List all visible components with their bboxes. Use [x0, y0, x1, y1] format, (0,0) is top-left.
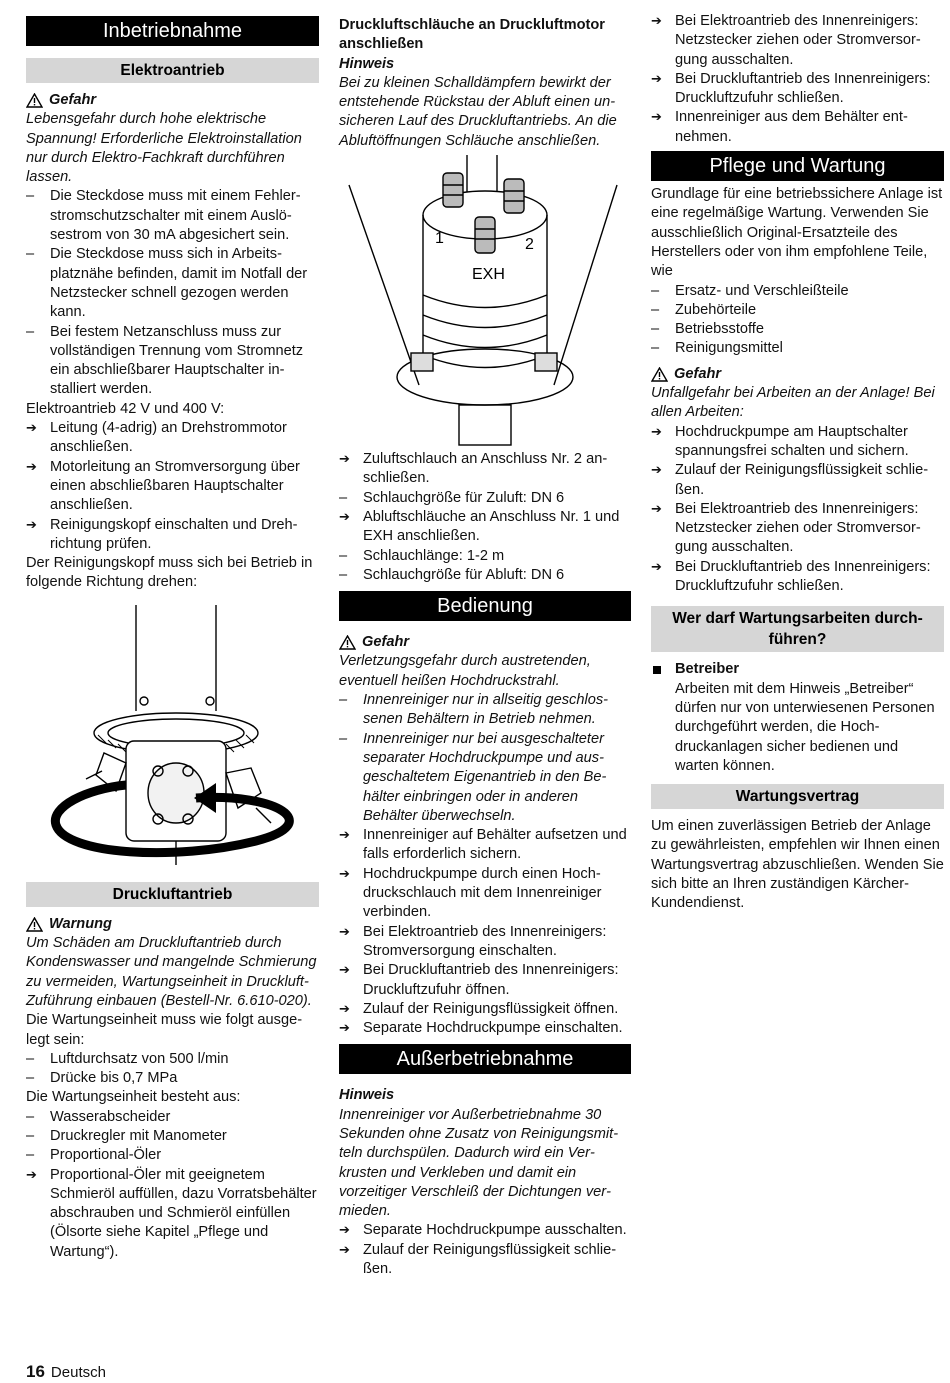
section-heading-pflege-wartung: Pflege und Wartung: [651, 151, 944, 181]
list-item: ➔ Bei Druckluftantrieb des Innenreinigers: Druckluftzufuhr schließen.: [651, 558, 944, 597]
list-item: ➔ Bei Elektroantrieb des Innenreinigers: Stromversorgung einschalten.: [339, 923, 631, 962]
list-item: ➔ Proportional-Öler mit geeignetem Schmieröl auffüllen, dazu Vorratsbehälter abschrauben und Schmieröl einfüllen (Ölsorte siehe Kapitel „Pflege und Wartung“).: [26, 1166, 319, 1262]
port-1-label: 1: [435, 230, 444, 248]
paragraph: Um einen zuverlässigen Betrieb der Anlage zu gewährleisten, empfehlen wir Ihnen einen Wartungsvertrag abzuschließen. Wenden Sie sich bitte an Ihren zuständigen Kärcher-Kundendienst.: [651, 818, 944, 912]
warning-triangle-icon: [26, 917, 43, 932]
list-item: ➔ Separate Hochdruckpumpe ausschalten.: [339, 1221, 631, 1240]
list-item: – Schlauchgröße für Zuluft: DN 6: [339, 489, 631, 508]
danger-notice: [26, 91, 319, 110]
subheading-schlaeuche: Druckluftschläuche an Druckluftmotor anschließen: [339, 17, 605, 53]
danger-notice: [651, 365, 944, 384]
list-item: – Bei festem Netzanschluss muss zur vollständigen Trennung vom Stromnetz ein abschließbarer Hauptschalter installiert werden.: [26, 323, 319, 400]
list-item: – Ersatz- und Verschleißteile: [651, 282, 944, 301]
port-2-label: 2: [525, 236, 534, 254]
subheading-wer-darf: Wer darf Wartungsarbeiten durchführen?: [651, 606, 944, 652]
warning-text: Um Schäden am Druckluftantrieb durch Kondenswasser und mangelnde Schmierung zu vermeiden, Wartungseinheit in Druckluft-Zuführung einbauen (Bestell-Nr. 6.610-020).: [26, 935, 317, 1009]
list-item: – Die Steckdose muss mit einem Fehlerstromschutzschalter mit einem Auslösestrom von 30 mA abgesichert sein.: [26, 187, 319, 245]
section-heading-bedienung: Bedienung: [339, 591, 631, 621]
column-3: [651, 12, 944, 914]
list-item: ➔ Bei Druckluftantrieb des Innenreinigers: Druckluftzufuhr schließen.: [651, 70, 944, 109]
list-item: ➔ Innenreiniger auf Behälter aufsetzen und falls erforderlich sichern.: [339, 826, 631, 865]
page-number: 16: [26, 1362, 45, 1381]
subheading-wartungsvertrag: Wartungsvertrag: [651, 784, 944, 809]
list-item: ➔ Bei Elektroantrieb des Innenreinigers: Netzstecker ziehen oder Stromversorgung ausschalten.: [651, 500, 944, 558]
list-item: – Zubehörteile: [651, 301, 944, 320]
list-item: – Schlauchgröße für Abluft: DN 6: [339, 566, 631, 585]
warning-triangle-icon: [26, 93, 43, 108]
column-1: [26, 16, 319, 1262]
language-label: Deutsch: [50, 1364, 106, 1381]
danger-text: Lebensgefahr durch hohe elektrische Spannung! Erforderliche Elektroinstallation nur durch Elektro-Fachkraft durchführen lassen.: [26, 111, 302, 186]
list-item: ➔ Zulauf der Reinigungsflüssigkeit schließen.: [651, 461, 944, 500]
list-item: – Die Steckdose muss sich in Arbeitsplatznähe befinden, damit im Notfall der Netzstecker schnell gezogen werden kann.: [26, 245, 319, 322]
list-item: ➔ Zulauf der Reinigungsflüssigkeit öffnen.: [339, 1000, 631, 1019]
column-2: [339, 16, 631, 1279]
square-bullet-icon: [651, 660, 671, 674]
danger-label: Gefahr: [362, 634, 410, 651]
list-item: ➔ Hochdruckpumpe am Hauptschalter spannungsfrei schalten und sichern.: [651, 423, 944, 462]
list-item: – Betriebsstoffe: [651, 320, 944, 339]
warning-triangle-icon: [651, 367, 668, 382]
list-item: ➔ Separate Hochdruckpumpe einschalten.: [339, 1019, 631, 1038]
port-exh-label: EXH: [472, 266, 505, 284]
note-label: Hinweis: [339, 1087, 395, 1104]
list-item: ➔ Motorleitung an Stromversorgung über einen abschließbaren Hauptschalter anschließen.: [26, 458, 319, 516]
list-item: ➔ Leitung (4-adrig) an Drehstrommotor anschließen.: [26, 419, 319, 458]
list-item: ➔ Bei Elektroantrieb des Innenreinigers: Netzstecker ziehen oder Stromversorgung ausschalten.: [651, 12, 944, 70]
list-item: – Schlauchlänge: 1-2 m: [339, 547, 631, 566]
danger-label: Gefahr: [674, 365, 722, 382]
section-heading-ausserbetriebnahme: Außerbetriebnahme: [339, 1044, 631, 1074]
list-item: ➔ Abluftschläuche an Anschluss Nr. 1 und EXH anschließen.: [339, 508, 631, 547]
list-item: – Druckregler mit Manometer: [26, 1127, 319, 1146]
danger-label: Gefahr: [49, 92, 97, 108]
warning-label: Warnung: [49, 915, 112, 932]
paragraph: Der Reinigungskopf muss sich bei Betrieb in folgende Richtung drehen:: [26, 555, 313, 591]
note-text: Innenreiniger vor Außerbetriebnahme 30 Sekunden ohne Zusatz von Reinigungsmitteln durchspülen. Dadurch wird ein Verkrusten und Verkleben und damit ein vorzeitiger Verschleiß der Dichtungen vermieden.: [339, 1106, 619, 1220]
paragraph: Elektroantrieb 42 V und 400 V:: [26, 400, 225, 417]
paragraph: Grundlage für eine betriebssichere Anlage ist eine regelmäßige Wartung. Verwenden Sie ausschließlich Original-Ersatzteile des Herstellers oder von ihm empfohlene Teile, wie: [651, 186, 943, 280]
list-item: ➔ Zuluftschlauch an Anschluss Nr. 2 anschließen.: [339, 450, 631, 489]
note-text: Bei zu kleinen Schalldämpfern bewirkt der entstehende Rückstau der Abluft einen unsicheren Lauf des Druckluftantriebs. An die Abluftöffnungen Schläuche anschließen.: [339, 74, 617, 149]
subheading-druckluftantrieb: Druckluftantrieb: [26, 882, 319, 907]
warning-notice: [26, 915, 319, 934]
danger-notice: [339, 633, 631, 652]
list-item: – Innenreiniger nur in allseitig geschlossenen Behältern in Betrieb nehmen.: [339, 691, 631, 730]
section-heading-inbetriebnahme: Inbetriebnahme: [26, 16, 319, 46]
list-item: – Reinigungsmittel: [651, 339, 944, 358]
paragraph: Arbeiten mit dem Hinweis „Betreiber“ dürfen nur von unterwiesenen Personen durchgeführt werden, die Hochdruckanlagen sicher bedienen und warten können.: [675, 680, 935, 774]
list-item: – Drücke bis 0,7 MPa: [26, 1069, 319, 1088]
list-item: ➔ Zulauf der Reinigungsflüssigkeit schließen.: [339, 1241, 631, 1280]
danger-text: Unfallgefahr bei Arbeiten an der Anlage! Bei allen Arbeiten:: [651, 385, 935, 421]
paragraph: Die Wartungseinheit besteht aus:: [26, 1089, 241, 1106]
subheading-elektroantrieb: Elektroantrieb: [26, 58, 319, 83]
air-motor-figure: [339, 155, 631, 450]
list-item: – Innenreiniger nur bei ausgeschalteter separater Hochdruckpumpe und ausgeschaltetem Eigenantrieb in den Behälter einbringen oder in anderen Behälter überwechseln.: [339, 730, 631, 826]
list-item: ➔ Innenreiniger aus dem Behälter entnehmen.: [651, 108, 944, 147]
note-label: Hinweis: [339, 55, 395, 72]
list-item: ➔ Hochdruckpumpe durch einen Hochdruckschlauch mit dem Innenreiniger verbinden.: [339, 865, 631, 923]
list-item: Betreiber: [651, 660, 944, 679]
list-item: ➔ Bei Druckluftantrieb des Innenreinigers: Druckluftzufuhr öffnen.: [339, 961, 631, 1000]
list-item: ➔ Reinigungskopf einschalten und Drehrichtung prüfen.: [26, 516, 319, 555]
rotation-direction-figure: [26, 593, 319, 878]
list-item: – Proportional-Öler: [26, 1146, 319, 1165]
list-item: – Luftdurchsatz von 500 l/min: [26, 1050, 319, 1069]
paragraph: Die Wartungseinheit muss wie folgt ausgelegt sein:: [26, 1012, 303, 1048]
warning-triangle-icon: [339, 635, 356, 650]
list-item: – Wasserabscheider: [26, 1108, 319, 1127]
danger-text: Verletzungsgefahr durch austretenden, eventuell heißen Hochdruckstrahl.: [339, 653, 591, 689]
